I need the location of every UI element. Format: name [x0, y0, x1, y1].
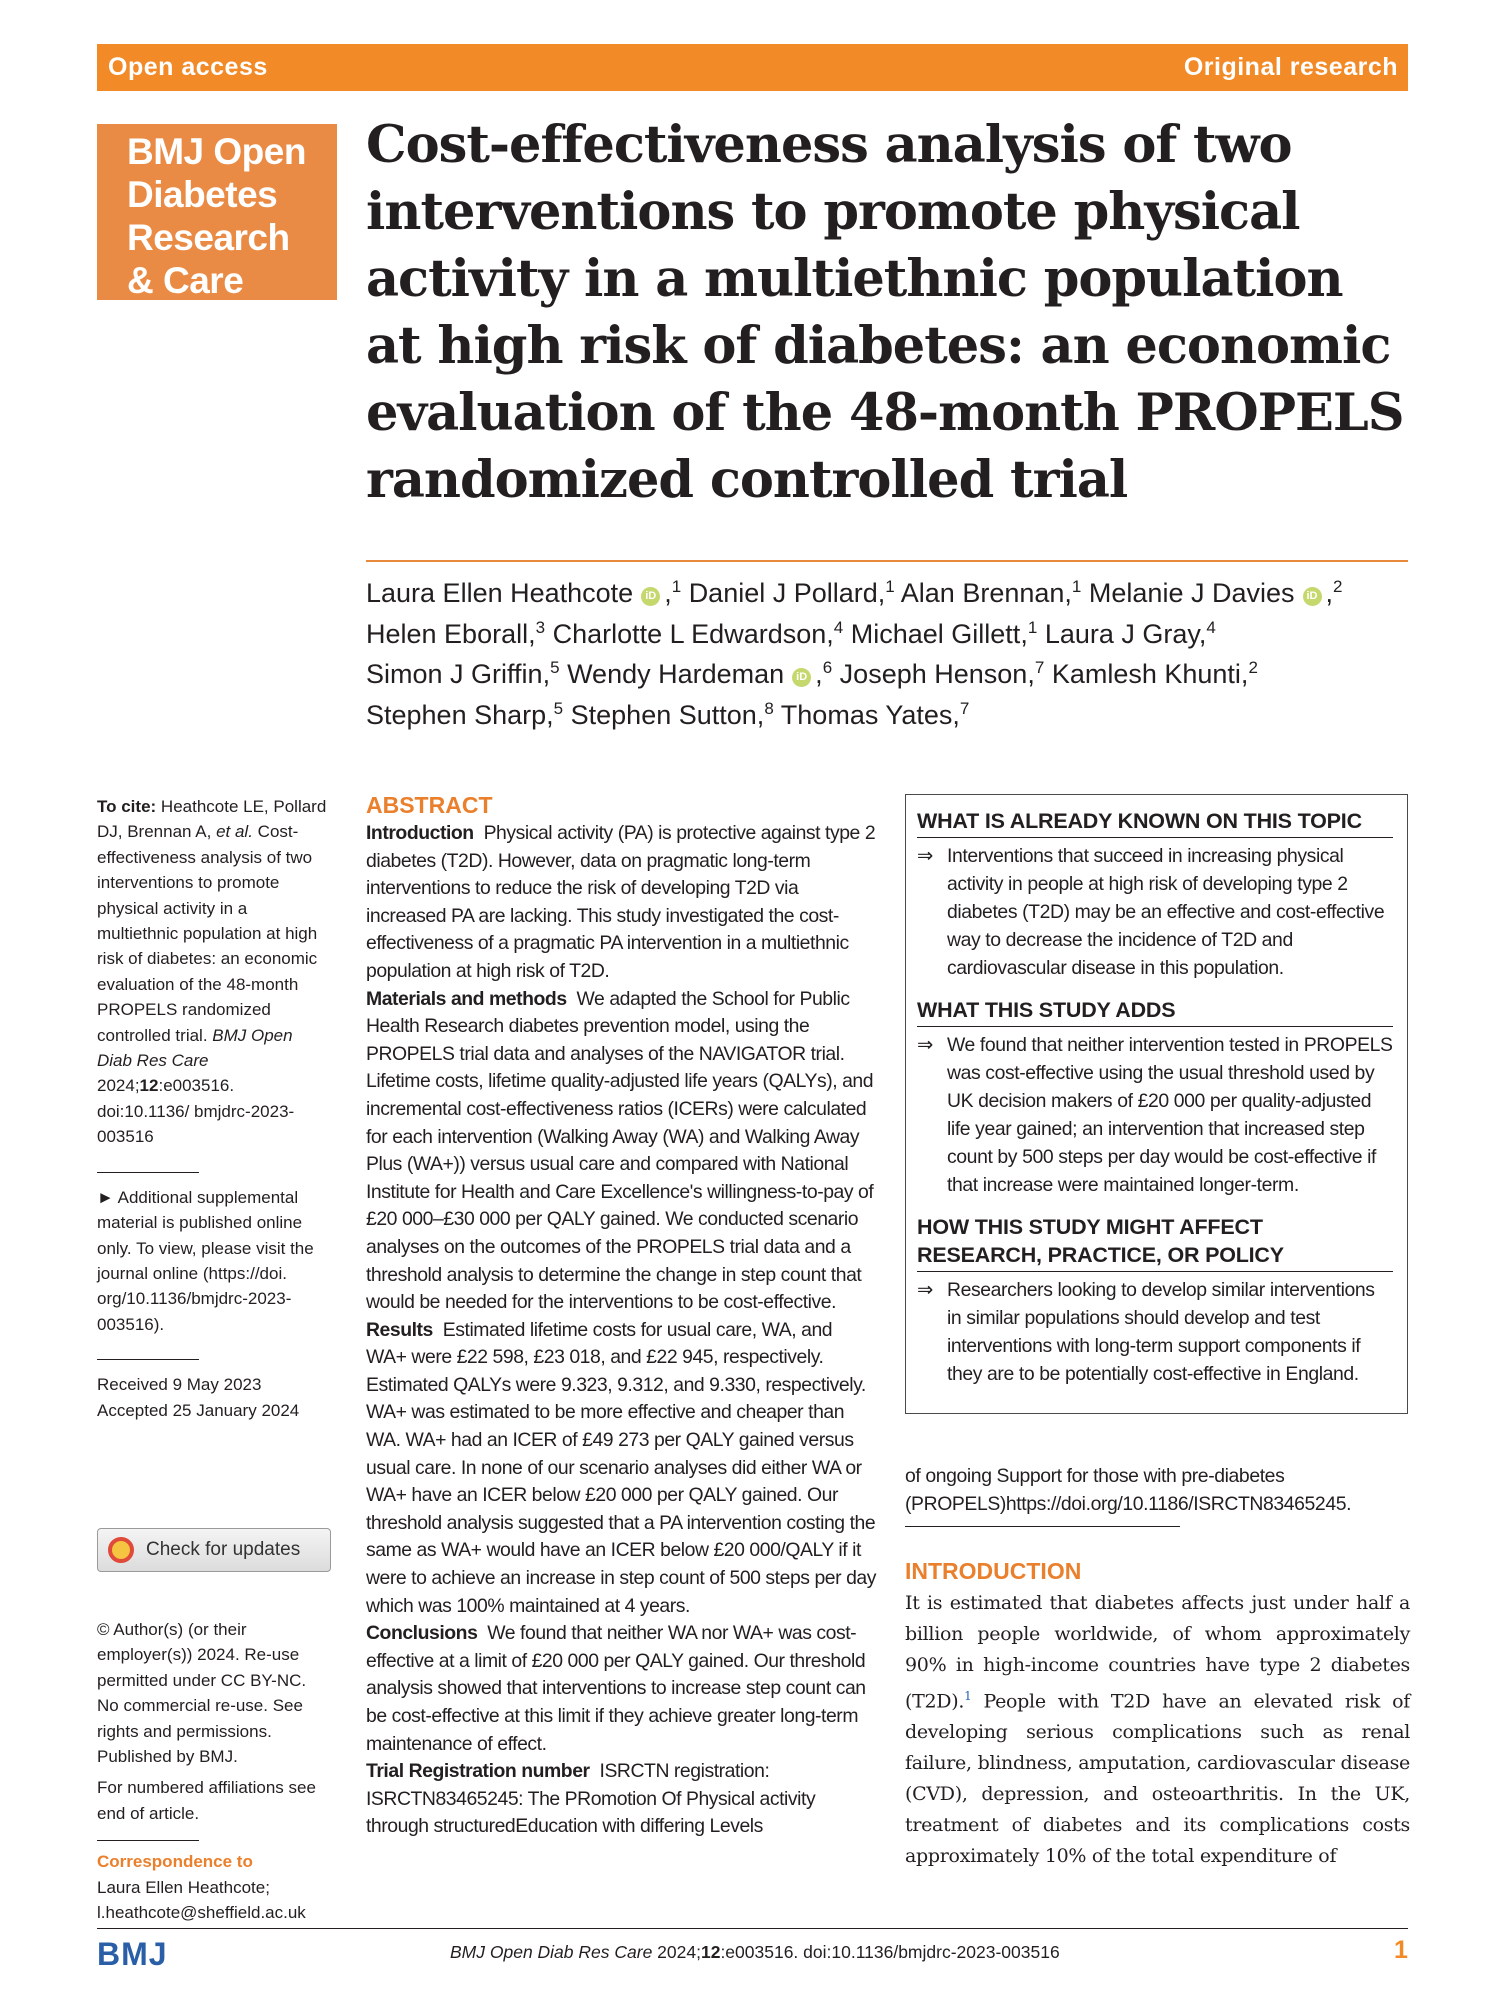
crossmark-icon — [108, 1537, 134, 1563]
affiliation-number: 7 — [959, 698, 970, 718]
supplemental-note[interactable]: ► Additional supplemental material is published online only. To view, please visit the journal online (https://doi. org/10.1136/bmjdrc-2023- 003516). — [97, 1187, 314, 1334]
top-banner — [97, 44, 1408, 91]
affiliation-number: 7 — [1034, 658, 1045, 677]
article-type-label: Original research — [1183, 53, 1398, 81]
correspondence-email[interactable]: l.heathcote@sheffield.ac.uk — [97, 1903, 306, 1922]
abstract-continuation: of ongoing Support for those with pre-diabetes (PROPELS)https://doi.org/10.1186/ISRCTN83465245. — [905, 1465, 1352, 1515]
affect-heading: HOW THIS STUDY MIGHT AFFECT RESEARCH, PRACTICE, OR POLICY — [917, 1215, 1284, 1267]
author-name: Joseph Henson — [839, 659, 1028, 689]
author-name: Stephen Sharp — [366, 699, 547, 730]
journal-line-2: Diabetes — [127, 174, 278, 215]
correspondence-label: Correspondence to — [97, 1852, 253, 1872]
affiliations-note: For numbered affiliations see end of article. — [97, 1778, 316, 1823]
received-date: Received 9 May 2023 — [97, 1375, 262, 1395]
affiliation-number: 4 — [1206, 617, 1216, 637]
correspondence-name: Laura Ellen Heathcote; — [97, 1877, 270, 1897]
affiliation-number: 6 — [822, 658, 833, 677]
check-updates-label: Check for updates — [146, 1539, 301, 1560]
title-divider — [366, 560, 1408, 562]
abstract-results: Results Estimated lifetime costs for usual care, WA, and WA+ were £22 598, £23 018, and £22 945, respectively. Estimated QALYs were 9.323, 9.312, and 9.330, respectively. WA+ was estimated to be more effective and cheaper than WA. WA+ had an ICER of £49 273 per QALY gained versus usual care. In none of our scenario analyses did either WA or WA+ have an ICER below £20 000 per QALY gained. Our threshold analysis suggested that a PA intervention costing the same as WA+ would have an ICER below £20 000/QALY if it were to achieve an increase in step count of 500 steps per day which was 100% maintained at 4 years. — [366, 1318, 876, 1617]
affiliation-number: 2 — [1333, 577, 1343, 596]
key-messages-box — [905, 794, 1408, 1414]
affect-item: ⇒ Researchers looking to develop similar interventions in similar populations should develop and test interventions with long-term support components if they are to be potentially cost-effective in England. — [917, 1276, 1393, 1388]
page-number: 1 — [1394, 1936, 1408, 1964]
affiliation-number: 1 — [1027, 617, 1038, 637]
divider — [917, 837, 1393, 838]
journal-line-4: & Care — [127, 260, 244, 301]
author-name: Laura Ellen Heathcote — [366, 578, 634, 608]
affiliation-number: 5 — [553, 698, 564, 718]
orcid-icon[interactable]: iD — [1303, 587, 1322, 606]
footer-citation: BMJ Open Diab Res Care 2024;12:e003516. doi:10.1136/bmjdrc-2023-003516 — [450, 1942, 1060, 1962]
author-name: Alan Brennan — [900, 578, 1065, 608]
orcid-icon[interactable]: iD — [641, 587, 660, 606]
abstract-methods: Materials and methods We adapted the School for Public Health Research diabetes prevention model, using the PROPELS trial data and analyses of the NAVIGATOR trial. Lifetime costs, lifetime quality-adjusted life years (QALYs), and incremental cost-effectiveness ratios (ICERs) were calculated for each intervention (Walking Away (WA) and Walking Away Plus (WA+)) versus usual care and compared with National Institute for Health and Care Excellence's willingness-to-pay of £20 000–£30 000 per QALY gained. We conducted scenario analyses on the outcomes of the PROPELS trial data and a threshold analysis to determine the change in step count that would be needed for the interventions to be cost-effective. — [366, 987, 874, 1314]
bmj-logo: BMJ — [97, 1936, 168, 1972]
author-name: Helen Eborall — [366, 618, 529, 649]
citation-block: To cite: Heathcote LE, Pollard DJ, Brennan A, et al. Cost-effectiveness analysis of two interventions to promote physical activity in a multiethnic population at high risk of diabetes: an economic evaluation of the 48-month PROPELS randomized controlled trial. BMJ Open Diab Res Care 2024;12:e003516. doi:10.1136/ bmjdrc-2023-003516 — [97, 797, 327, 1147]
journal-logo — [97, 124, 337, 300]
author-name: Thomas Yates — [780, 699, 953, 730]
known-heading: WHAT IS ALREADY KNOWN ON THIS TOPIC — [917, 809, 1362, 833]
divider — [917, 1026, 1393, 1027]
abstract-introduction: Introduction Physical activity (PA) is protective against type 2 diabetes (T2D). However, data on pragmatic long-term interventions to reduce the risk of developing T2D via increased PA are lacking. This study investigated the cost-effectiveness of a pragmatic PA intervention in a multiethnic population at high risk of T2D. — [366, 822, 876, 982]
affiliation-number: 5 — [550, 658, 560, 677]
author-list: Laura Ellen Heathcote iD ,$^1$ Daniel J Pollard,$^1$ Alan Brennan,$^1$ Melanie J Davies iD ,$^2$ Helen Eborall,$^3$ Charlotte L Edwardson,$^4$ Michael Gillett,$^1$ Laura J Gray,$^4$ Simon J Griffin,$^5$ Wendy Hardeman iD ,$^6$ Joseph Henson,$^7$ Kamlesh Khunti,$^2$ Stephen Sharp,$^5$ Stephen Sutton,$^8$ Thomas Yates,$^7$ — [366, 577, 1343, 730]
introduction-heading: INTRODUCTION — [905, 1558, 1082, 1584]
arrow-icon: ⇒ — [917, 845, 933, 867]
affiliation-number: 8 — [764, 698, 774, 718]
affiliation-number: 4 — [833, 617, 844, 637]
arrow-icon: ⇒ — [917, 1034, 933, 1056]
known-item: ⇒ Interventions that succeed in increasing physical activity in people at high risk of developing type 2 diabetes (T2D) may be an effective and cost-effective way to decrease the incidence of T2D and cardiovascular disease in this population. — [917, 842, 1393, 982]
footer-divider — [97, 1928, 1408, 1929]
copyright-note: © Author(s) (or their employer(s)) 2024. Re-use permitted under CC BY-NC. No commercial re-use. See rights and permissions. Published by BMJ. — [97, 1619, 307, 1766]
author-name: Michael Gillett — [850, 618, 1021, 649]
adds-heading: WHAT THIS STUDY ADDS — [917, 998, 1176, 1022]
abstract-heading: ABSTRACT — [366, 792, 493, 818]
affiliation-number: 3 — [535, 617, 546, 637]
reference-link[interactable]: 1 — [964, 1689, 972, 1703]
author-name: Stephen Sutton — [570, 699, 757, 730]
abstract-trial-registration: Trial Registration number ISRCTN registration: ISRCTN83465245: The PRomotion Of Physical activity through structuredEducation with differing Levels — [366, 1760, 816, 1838]
divider — [917, 1271, 1393, 1272]
affiliation-number: 1 — [885, 577, 895, 596]
affiliation-number: 2 — [1248, 658, 1258, 677]
author-name: Simon J Griffin — [366, 659, 543, 689]
author-name: Daniel J Pollard — [688, 578, 878, 608]
author-name: Melanie J Davies — [1088, 578, 1295, 608]
abstract-conclusions: Conclusions We found that neither WA nor WA+ was cost-effective at a limit of £20 000 per QALY gained. Our threshold analysis showed that interventions to increase step count can be cost-effective at this limit if they achieve greater long-term maintenance of effect. — [366, 1622, 866, 1755]
divider — [97, 1840, 199, 1841]
article-title: Cost-effectiveness analysis of two interventions to promote physical activity in a multiethnic population at high risk of diabetes: an economic evaluation of the 48-month PROPELS randomized controlled trial — [366, 115, 1404, 510]
divider — [97, 1359, 199, 1360]
journal-line-3: Research — [127, 217, 290, 258]
author-name: Laura J Gray — [1044, 618, 1199, 649]
author-name: Charlotte L Edwardson — [552, 618, 827, 649]
orcid-icon[interactable]: iD — [792, 668, 811, 687]
introduction-text: It is estimated that diabetes affects just under half a billion people worldwide, of whom approximately 90% in high-income countries have type 2 diabetes (T2D).$^1$ People with T2D have an elevated risk of developing serious complications such as renal failure, blindness, amputation, cardiovascular disease (CVD), depression, and osteoarthritis. In the UK, treatment of diabetes and its complications costs approximately 10% of the total expenditure of — [905, 1592, 1410, 1868]
check-for-updates-button[interactable] — [97, 1528, 331, 1572]
affiliation-number: 1 — [1071, 577, 1082, 596]
arrow-icon: ⇒ — [917, 1279, 933, 1301]
accepted-date: Accepted 25 January 2024 — [97, 1400, 300, 1420]
sidebar — [97, 794, 327, 1925]
divider — [905, 1526, 1180, 1527]
abstract — [366, 790, 876, 1841]
adds-item: ⇒ We found that neither intervention tested in PROPELS was cost-effective using the usual threshold used by UK decision makers of £20 000 per quality-adjusted life year gained; an intervention that increased step count by 500 steps per day would be cost-effective if that increase were maintained longer-term. — [917, 1031, 1393, 1199]
author-name: Kamlesh Khunti — [1051, 659, 1241, 689]
affiliation-number: 1 — [671, 577, 682, 596]
journal-line-1: BMJ Open — [127, 131, 306, 172]
author-name: Wendy Hardeman — [567, 659, 785, 689]
divider — [97, 1172, 199, 1173]
open-access-label: Open access — [108, 53, 268, 81]
